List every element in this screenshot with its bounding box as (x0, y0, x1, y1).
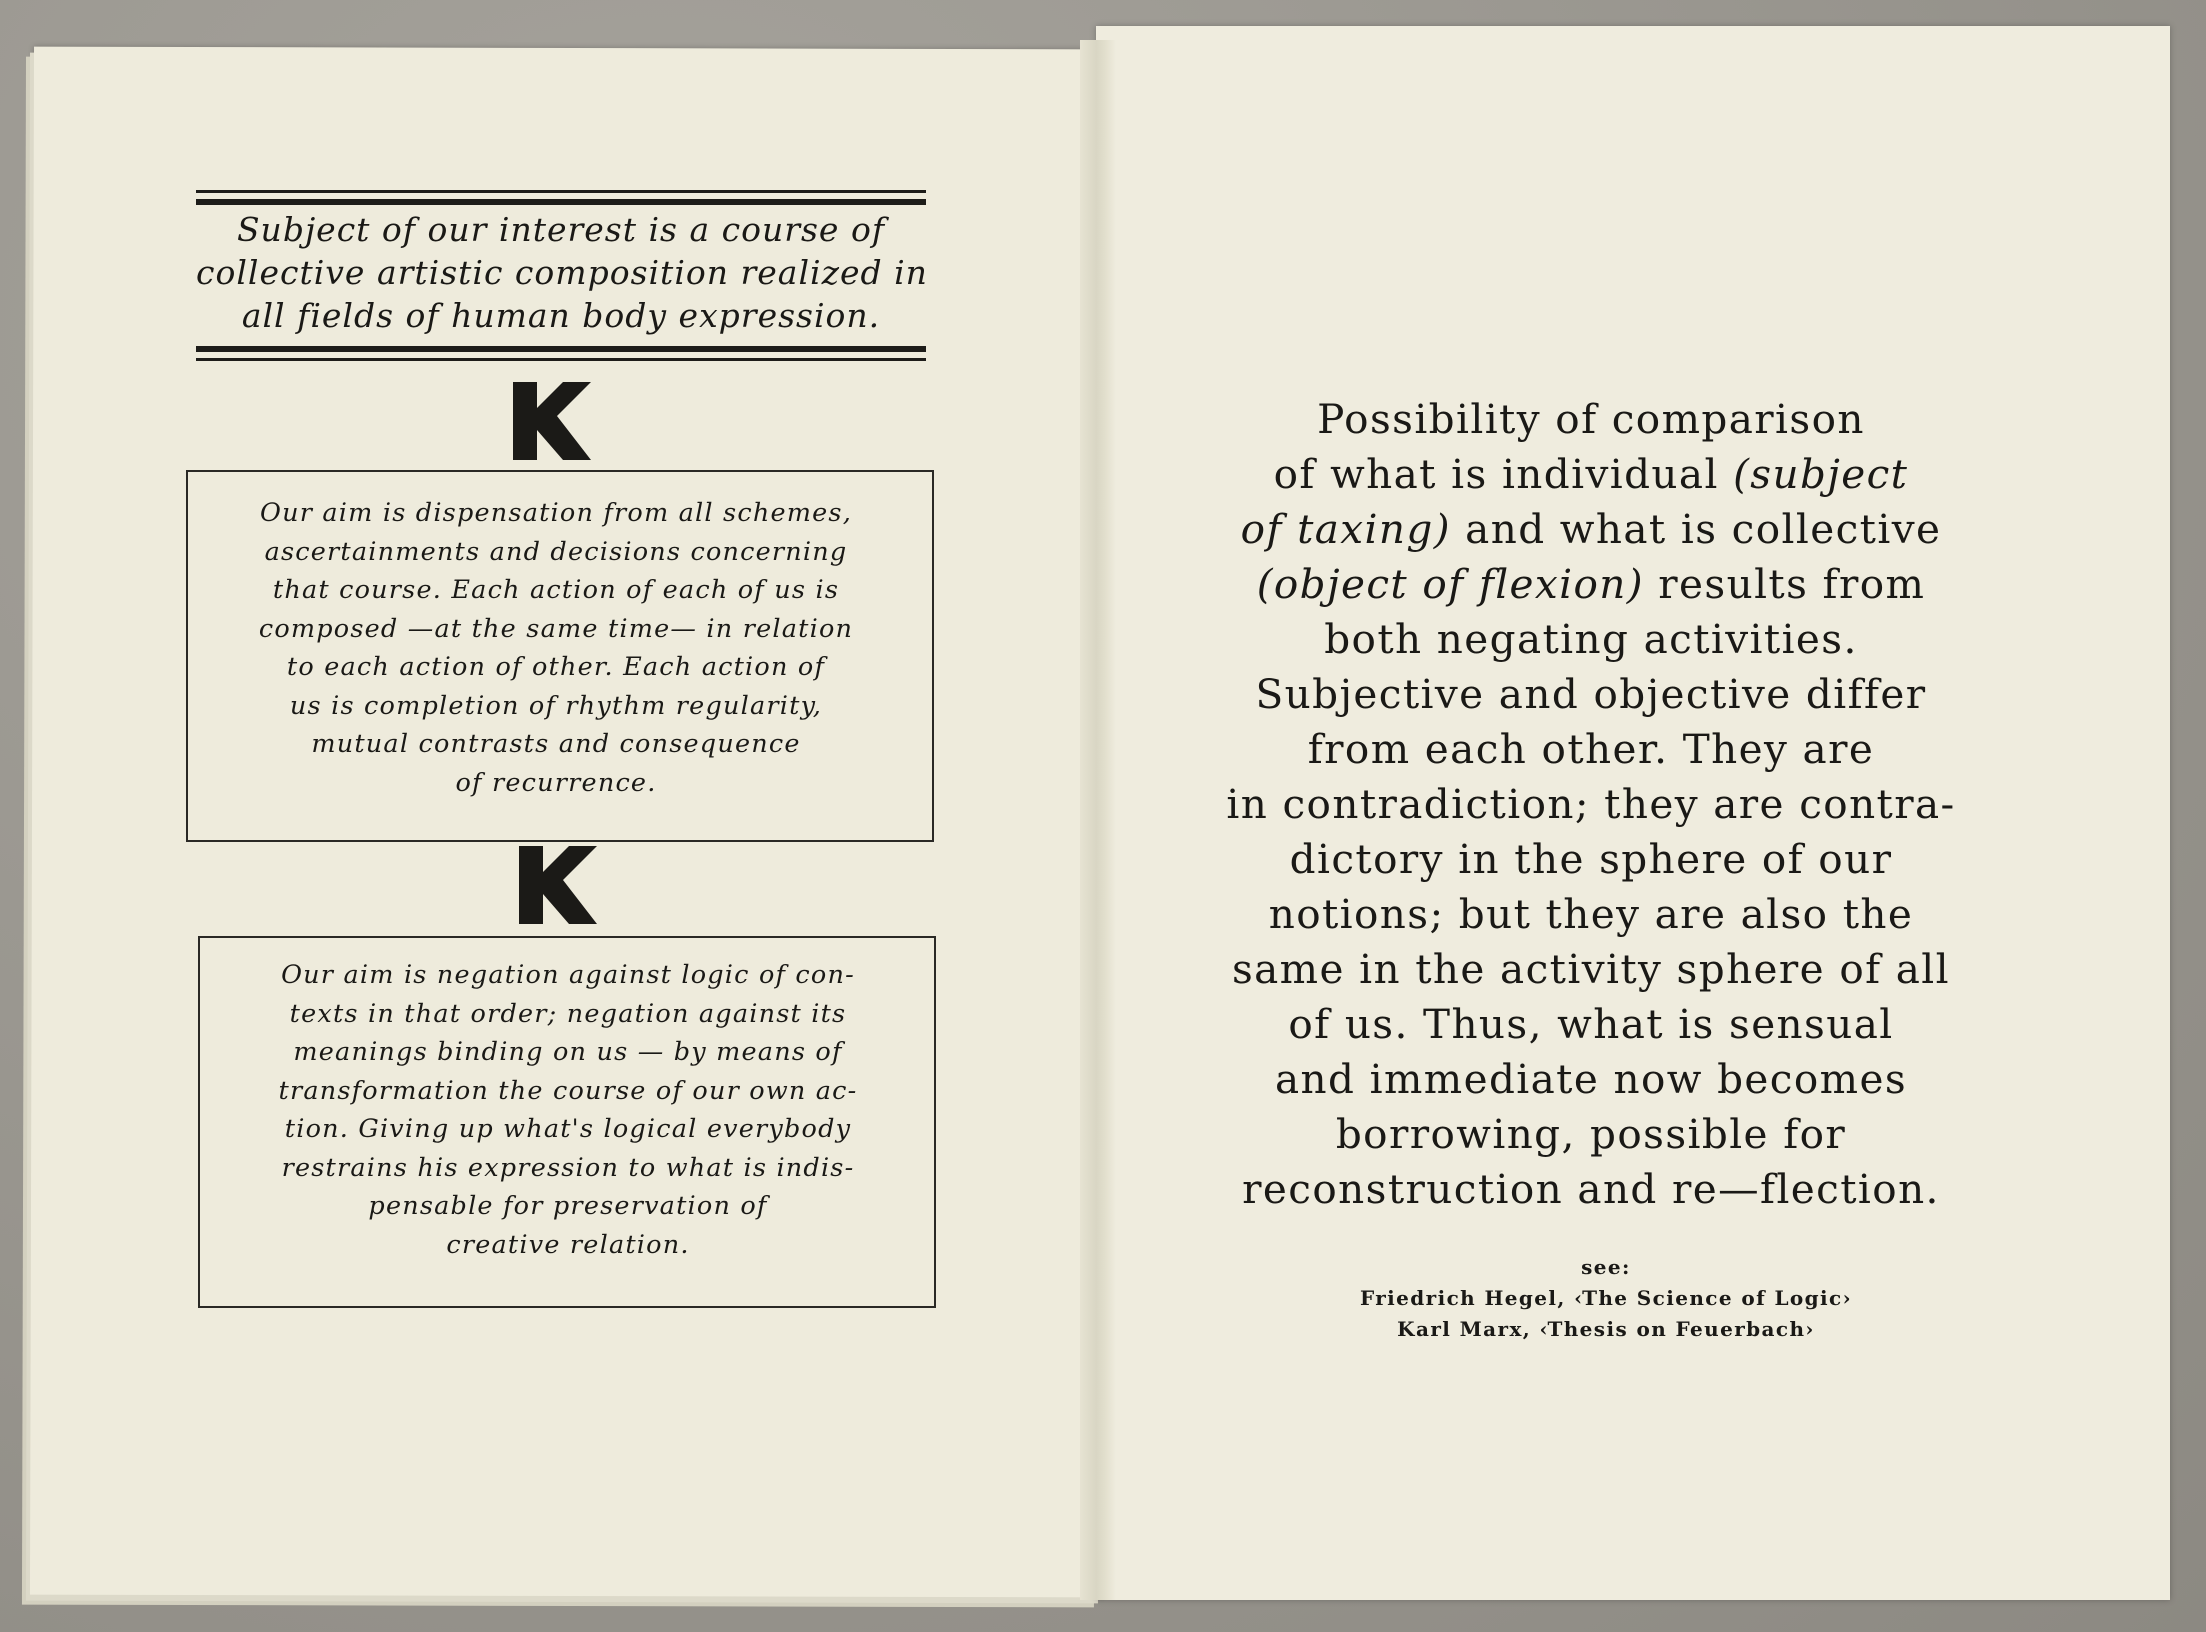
quote-text: notions; but they are also the (1268, 890, 1914, 938)
quote-text: of us. Thus, what is sensual (1288, 1000, 1894, 1048)
quote-text: Subjective and objective differ (1255, 670, 1927, 718)
reference-hegel: Friedrich Hegel, ‹The Science of Logic› (1359, 1286, 1853, 1310)
quote-line (1196, 392, 1986, 447)
box-line: that course. Each action of each of us is (272, 575, 840, 605)
quote-line (1196, 887, 1986, 942)
references (1296, 1252, 1916, 1345)
philosophy-quote (1196, 392, 1986, 1217)
quote-text: same in the activity sphere of all (1231, 945, 1951, 993)
quote-line (1196, 447, 1986, 502)
box-line: tion. Giving up what's logical everybody (284, 1114, 852, 1144)
header-top-rule (196, 190, 926, 205)
quote-line (1196, 942, 1986, 997)
quote-text: and what is collective (1450, 505, 1942, 553)
quote-line (1196, 997, 1986, 1052)
quote-line (1196, 1107, 1986, 1162)
box-line: ascertainments and decisions concerning (264, 536, 848, 567)
box-line: meanings binding on us — by means of (293, 1037, 843, 1067)
quote-line (1196, 1162, 1986, 1217)
box-line: us is completion of rhythm regularity, (289, 690, 823, 721)
box-line: transformation the course of our own ac- (278, 1075, 858, 1106)
quote-text: results from (1644, 560, 1926, 608)
quote-line (1196, 777, 1986, 832)
quote-emphasis: (object of flexion) (1256, 560, 1644, 608)
quote-text: and immediate now becomes (1274, 1055, 1908, 1103)
quote-line (1196, 557, 1986, 612)
quote-text: in contradiction; they are contra- (1226, 780, 1956, 828)
aim-box-dispensation (186, 470, 934, 842)
quote-emphasis: (subject (1733, 450, 1909, 498)
box-line: Our aim is negation against logic of con- (281, 960, 855, 990)
k-logo-icon (513, 382, 591, 460)
quote-text: from each other. They are (1307, 725, 1875, 773)
header-bottom-rule (196, 346, 926, 361)
quote-emphasis: of taxing) (1240, 505, 1451, 553)
header-line: Subject of our interest is a course of (236, 210, 886, 249)
box-line: of recurrence. (455, 767, 657, 798)
quote-line (1196, 667, 1986, 722)
quote-text: dictory in the sphere of our (1289, 835, 1893, 883)
quote-text: borrowing, possible for (1335, 1110, 1847, 1158)
box-line: texts in that order; negation against its (289, 998, 847, 1029)
references-see-label: see: (1581, 1255, 1631, 1279)
quote-text: of what is individual (1273, 450, 1734, 498)
quote-text: reconstruction and re—flection. (1242, 1165, 1940, 1213)
quote-line (1196, 612, 1986, 667)
book-gutter (1080, 40, 1116, 1600)
k-logo-icon (519, 846, 597, 924)
quote-text: Possibility of comparison (1317, 395, 1865, 443)
box-line: restrains his expression to what is indis- (281, 1152, 855, 1183)
header-statement (196, 208, 926, 337)
aim-box-negation (198, 936, 936, 1308)
quote-line (1196, 722, 1986, 777)
box-line: creative relation. (446, 1229, 690, 1260)
quote-text: both negating activities. (1324, 615, 1858, 663)
box-line: mutual contrasts and consequence (311, 729, 801, 759)
quote-line (1196, 1052, 1986, 1107)
quote-line (1196, 832, 1986, 887)
header-line: collective artistic composition realized in (196, 253, 928, 292)
reference-marx: Karl Marx, ‹Thesis on Feuerbach› (1397, 1317, 1815, 1341)
box-line: pensable for preservation of (368, 1191, 768, 1221)
box-line: Our aim is dispensation from all schemes, (259, 498, 853, 528)
header-line: all fields of human body expression. (241, 296, 881, 335)
quote-line (1196, 502, 1986, 557)
box-line: to each action of other. Each action of (286, 652, 826, 682)
box-line: composed —at the same time— in relation (258, 613, 854, 644)
